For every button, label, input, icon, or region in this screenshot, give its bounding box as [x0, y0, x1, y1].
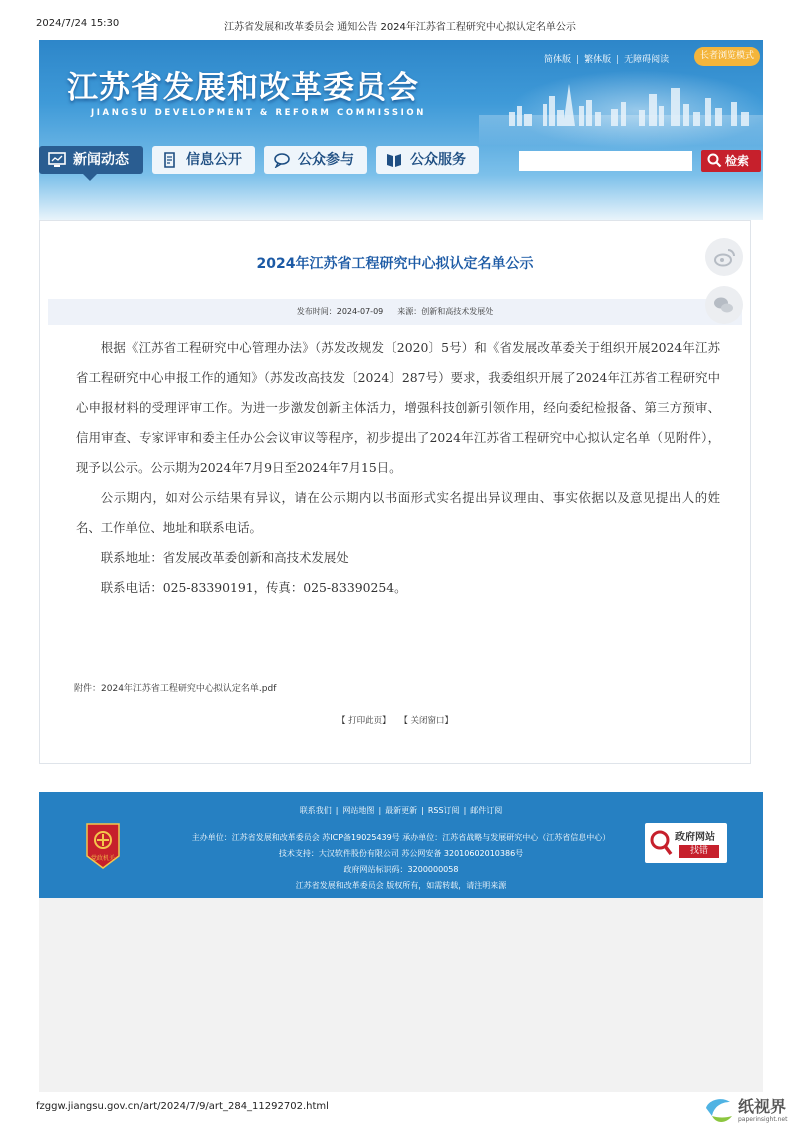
search-button[interactable]: [701, 150, 761, 172]
share-weibo-button[interactable]: [705, 238, 743, 276]
page: [39, 40, 763, 1092]
source-label: 来源：: [397, 307, 422, 316]
elder-mode-button[interactable]: 长者浏览模式: [694, 47, 760, 66]
article-actions: [40, 714, 750, 726]
book-icon: [385, 152, 403, 168]
footer-links: 联系我们 | 网站地图 | 最新更新 | RSS订阅 | 邮件订阅: [299, 806, 503, 815]
nav-public-service[interactable]: [376, 146, 479, 174]
attachment-row: [74, 681, 276, 694]
gov-website-report-badge[interactable]: [645, 823, 727, 863]
site-banner: [39, 40, 763, 220]
weibo-icon: [705, 238, 743, 276]
search-button-label: 检索: [725, 154, 750, 168]
nav-info-disclosure[interactable]: [152, 146, 255, 174]
blank-area: [39, 898, 763, 1092]
paragraph: 联系地址：省发展改革委创新和高技术发展处: [100, 550, 349, 565]
watermark-logo-icon: [702, 1094, 736, 1128]
nav-public-participation[interactable]: [264, 146, 367, 174]
watermark-title: 纸视界: [738, 1097, 787, 1116]
nav-info-disclosure-label: 信息公开: [186, 152, 242, 168]
paragraph: 根据《江苏省工程研究中心管理办法》（苏发改规发〔2020〕5号）和《省发展改革委关于组织开展2024年江苏省工程研究中心申报工作的通知》（苏发改高技发〔2024〕287号）要求，我委组织开展了2024年江苏省工程研究中心申报材料的受理评审工作。为进一步激发创新主体活力，增强科技创新引领作用，经向委纪检报备、第三方预审、信用审查、专家评审和委主任办公会议审议等程序，初步提出了2024年江苏省工程研究中心拟认定名单（见附件），现予以公示。公示期为2024年7月9日至2024年7月15日。: [76, 340, 720, 475]
document-icon: [161, 152, 179, 168]
footer-link-email[interactable]: 邮件订阅: [470, 806, 503, 815]
site-logo-en: JIANGSU DEVELOPMENT & REFORM COMMISSION: [91, 108, 426, 118]
publish-date: 2024-07-09: [336, 307, 384, 316]
emblem-label: 党政机关: [90, 855, 116, 862]
print-header: [36, 18, 764, 34]
print-timestamp: 2024/7/24 15:30: [36, 18, 120, 29]
wechat-icon: [705, 286, 743, 324]
nav-public-service-label: 公众服务: [410, 152, 466, 168]
attachment-link[interactable]: 2024年江苏省工程研究中心拟认定名单.pdf: [101, 684, 277, 694]
search-input[interactable]: [519, 151, 692, 171]
paragraph: 联系电话：025-83390191，传真：025-83390254。: [100, 580, 407, 595]
gov-badge-title: 政府网站: [675, 832, 715, 843]
link-traditional[interactable]: 繁体版: [584, 55, 612, 65]
monitor-icon: [48, 152, 66, 168]
nav-news[interactable]: [39, 146, 143, 174]
print-page-link[interactable]: 【 打印此页】: [336, 716, 391, 726]
footer-link-updates[interactable]: 最新更新: [385, 806, 418, 815]
nav-news-label: 新闻动态: [73, 152, 129, 168]
attachment-label: 附件：: [74, 684, 102, 694]
link-simplified[interactable]: 简体版: [544, 55, 572, 65]
chat-icon: [273, 152, 291, 168]
footer-copyright: 江苏省发展和改革委员会 版权所有，如需转载，请注明来源: [295, 881, 507, 890]
nav-public-participation-label: 公众参与: [298, 152, 354, 168]
print-page-title: 江苏省发展和改革委员会 通知公告 2024年江苏省工程研究中心拟认定名单公示: [224, 22, 576, 33]
search-icon: [707, 153, 722, 168]
print-url: fzggw.jiangsu.gov.cn/art/2024/7/9/art_284_11292702.html: [36, 1101, 329, 1112]
watermark: [700, 1090, 800, 1132]
paragraph: 公示期内，如对公示结果有异议，请在公示期内以书面形式实名提出异议理由、事实依据以及意见提出人的姓名、工作单位、地址和联系电话。: [76, 490, 720, 535]
party-gov-emblem[interactable]: [83, 822, 123, 870]
article-body: [76, 333, 720, 603]
link-accessibility[interactable]: 无障碍阅读: [624, 55, 670, 65]
site-logo-cn[interactable]: 江苏省发展和改革委员会: [67, 70, 419, 106]
watermark-url: paperinsight.net: [738, 1116, 788, 1123]
emblem-icon: [83, 822, 123, 870]
footer-link-contact[interactable]: 联系我们: [299, 806, 332, 815]
article-title: 2024年江苏省工程研究中心拟认定名单公示: [256, 256, 534, 272]
city-skyline-image: [499, 76, 763, 126]
top-links: 简体版 | 繁体版 | 无障碍阅读: [544, 55, 670, 65]
gov-badge-action: 找错: [679, 845, 719, 858]
footer-site-code: 政府网站标识码：3200000058: [343, 865, 459, 874]
footer-link-sitemap[interactable]: 网站地图: [342, 806, 375, 815]
footer-sponsor: 主办单位：江苏省发展和改革委员会 苏ICP备19025439号 承办单位：江苏省战略与发展研究中心（江苏省信息中心）: [191, 833, 611, 842]
close-window-link[interactable]: 【 关闭窗口】: [399, 716, 454, 726]
magnifier-icon: [648, 826, 674, 860]
publish-label: 发布时间：: [296, 307, 337, 316]
footer-link-rss[interactable]: RSS订阅: [427, 806, 460, 815]
article-meta: [48, 299, 742, 325]
site-footer: [39, 792, 763, 898]
footer-tech-support: 技术支持：大汉软件股份有限公司 苏公网安备 32010602010386号: [278, 849, 524, 858]
share-wechat-button[interactable]: [705, 286, 743, 324]
article-panel: [39, 220, 751, 764]
source-value: 创新和高技术发展处: [421, 307, 494, 316]
